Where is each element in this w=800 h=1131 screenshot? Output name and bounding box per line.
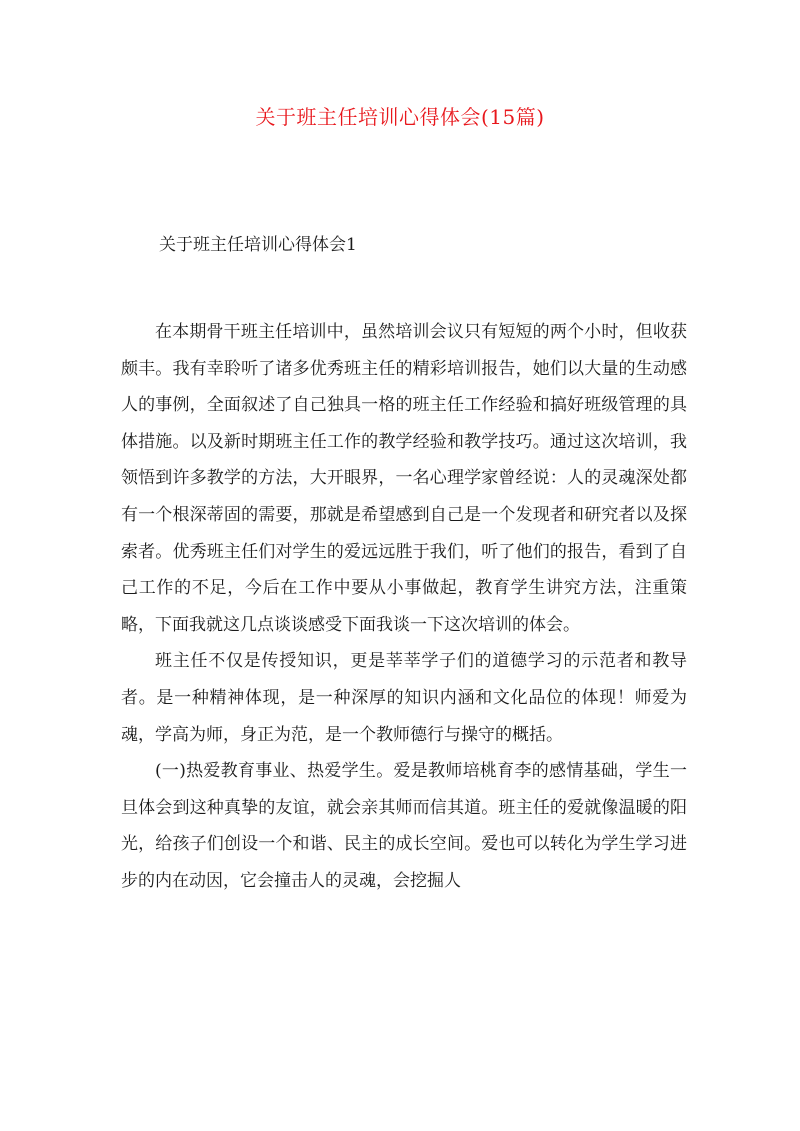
body-paragraph-3: (一)热爱教育事业、热爱学生。爱是教师培桃育李的感情基础，学生一旦体会到这种真挚的友谊，就会亲其师而信其道。班主任的爱就像温暖的阳光，给孩子们创设一个和谐、民主的成长空间。爱也可以转化为学生学习进步的内在动因，它会撞击人的灵魂，会挖掘人 [121, 761, 687, 891]
body-paragraph-2: 班主任不仅是传授知识，更是莘莘学子们的道德学习的示范者和教导者。是一种精神体现，是一种深厚的知识内涵和文化品位的体现！师爱为魂，学高为师，身正为范，是一个教师德行与操守的概括。 [121, 651, 687, 745]
section-heading: 关于班主任培训心得体会1 [159, 235, 357, 255]
document-body [121, 314, 687, 900]
body-paragraph-1: 在本期骨干班主任培训中，虽然培训会议只有短短的两个小时，但收获颇丰。我有幸聆听了诸多优秀班主任的精彩培训报告，她们以大量的生动感人的事例，全面叙述了自己独具一格的班主任工作经验和搞好班级管理的具体措施。以及新时期班主任工作的教学经验和教学技巧。通过这次培训，我领悟到许多教学的方法，大开眼界，一名心理学家曾经说：人的灵魂深处都有一个根深蒂固的需要，那就是希望感到自己是一个发现者和研究者以及探索者。优秀班主任们对学生的爱远远胜于我们，听了他们的报告，看到了自己工作的不足，今后在工作中要从小事做起，教育学生讲究方法，注重策略，下面我就这几点谈谈感受下面我谈一下这次培训的体会。 [121, 322, 687, 635]
document-title: 关于班主任培训心得体会(15篇) [255, 105, 545, 129]
